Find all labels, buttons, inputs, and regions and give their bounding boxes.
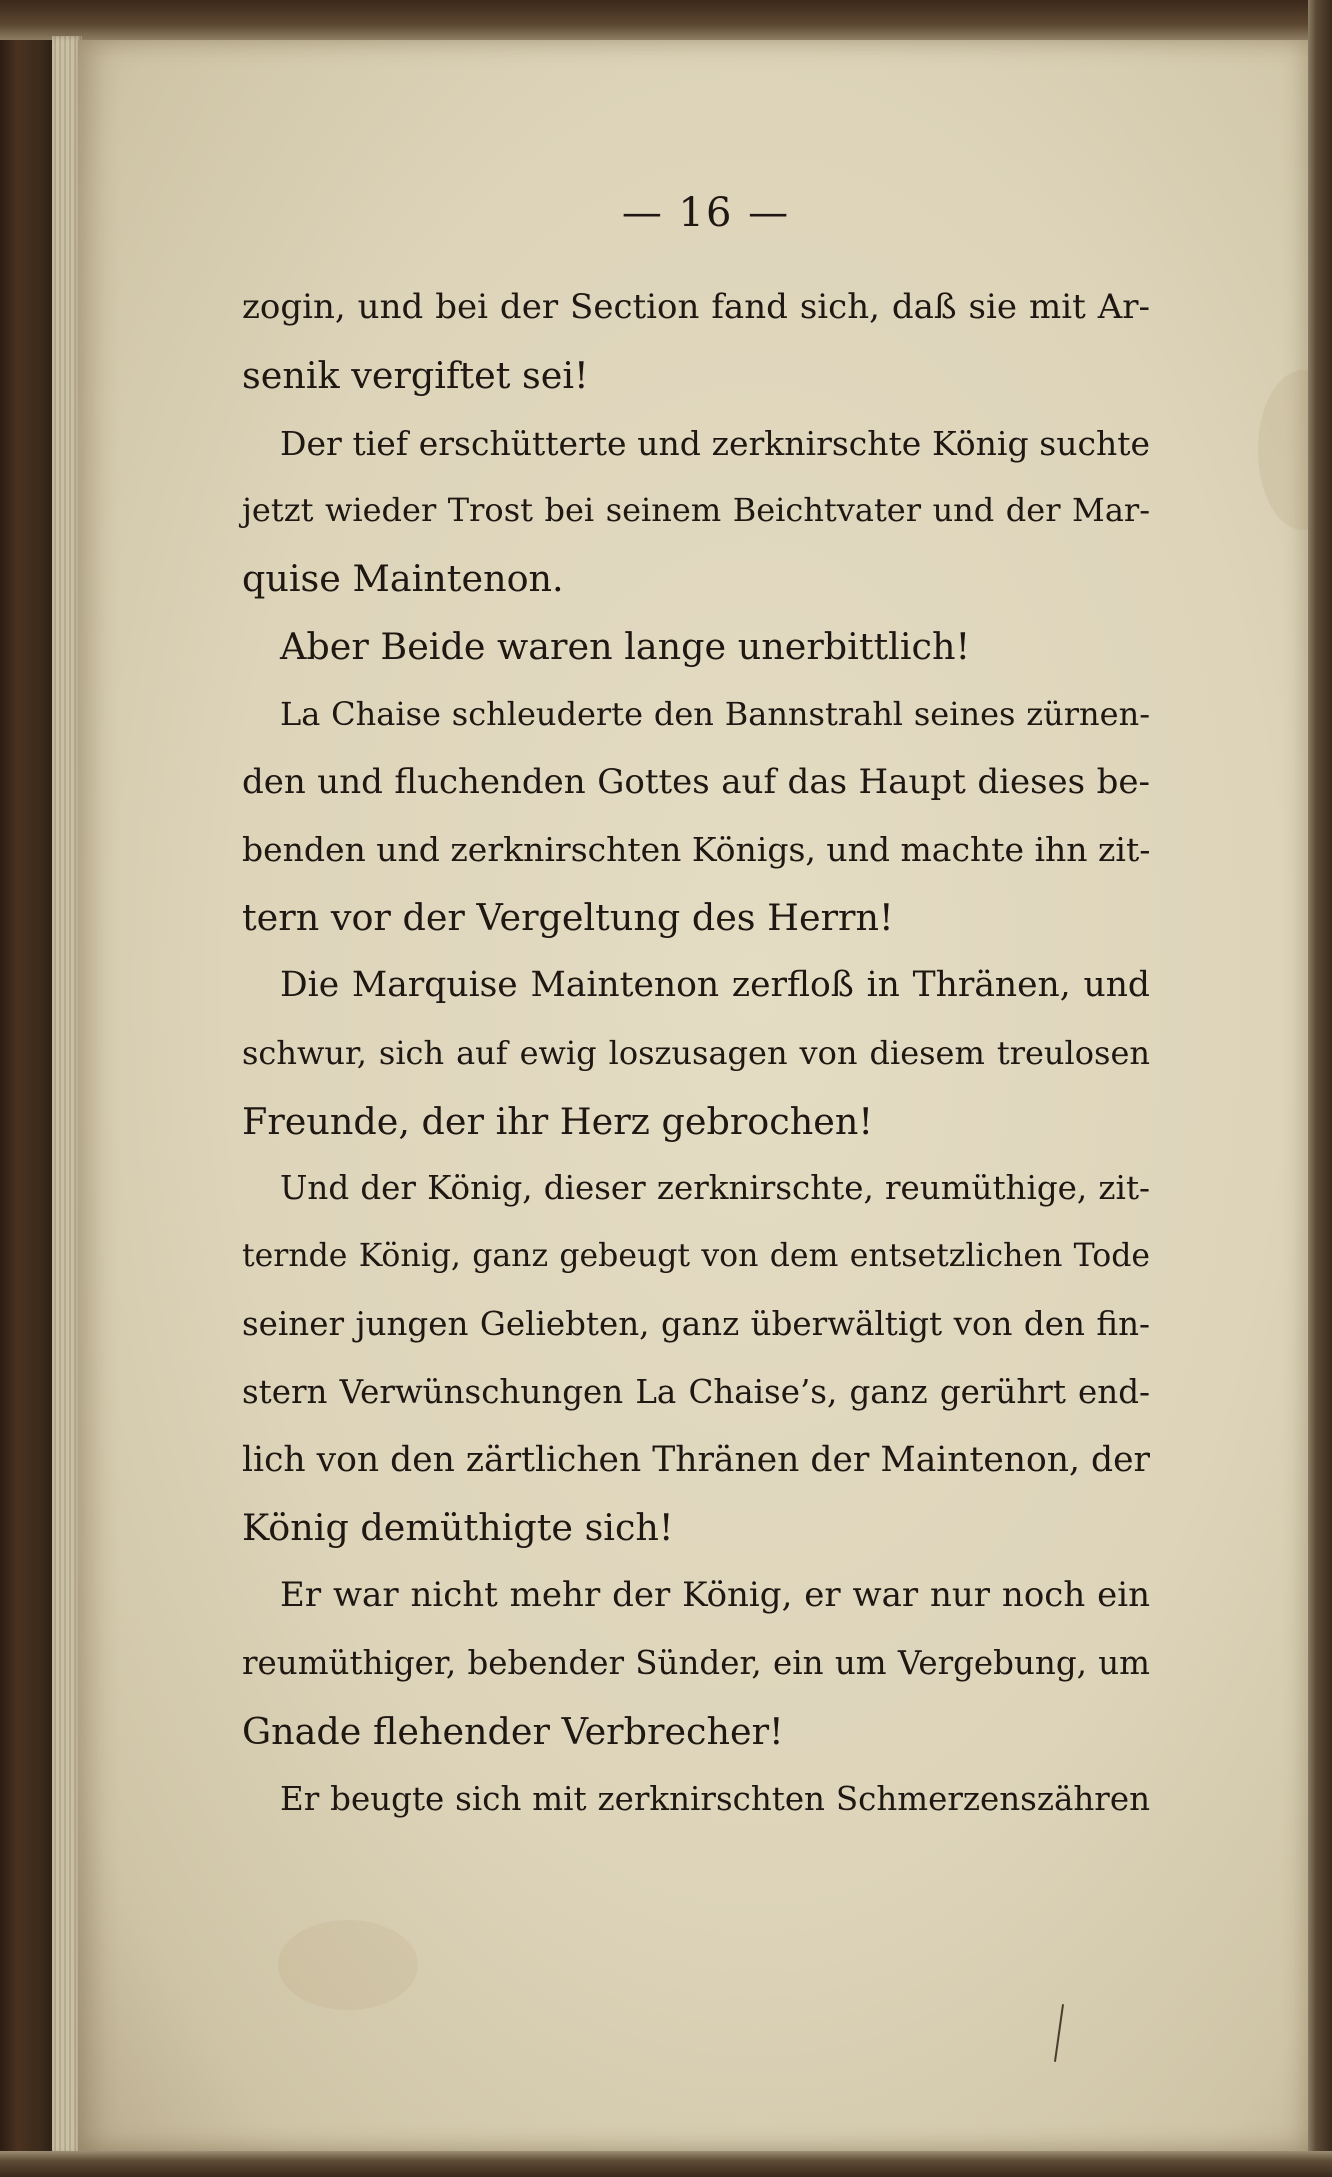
text-line: Die Marquise Maintenon zerfloß in Thränen, und (280, 964, 1150, 1005)
text-line: stern Verwünschungen La Chaise’s, ganz gerührt end- (242, 1372, 1150, 1411)
text-line: Gnade flehender Verbrecher! (242, 1709, 784, 1753)
text-line: reumüthiger, bebender Sünder, ein um Vergebung, um (242, 1643, 1150, 1682)
text-line: ternde König, ganz gebeugt von dem entsetzlichen Tode (242, 1238, 1150, 1275)
text-line: La Chaise schleuderte den Bannstrahl seines zürnen- (280, 694, 1150, 733)
text-line: tern vor der Vergeltung des Herrn! (242, 896, 894, 940)
text-line: den und fluchenden Gottes auf das Haupt dieses be- (242, 761, 1150, 802)
text-line: lich von den zärtlichen Thränen der Maintenon, der (242, 1439, 1150, 1480)
text-line: Er war nicht mehr der König, er war nur noch ein (280, 1575, 1150, 1616)
text-line: Der tief erschütterte und zerknirschte König suchte (280, 423, 1150, 463)
body-text (242, 274, 1150, 1833)
text-line: Und der König, dieser zerknirschte, reumüthige, zit- (280, 1169, 1150, 1208)
text-line: benden und zerknirschten Königs, und machte ihn zit- (242, 830, 1151, 870)
text-line: senik vergiftet sei! (242, 353, 589, 397)
text-line: Freunde, der ihr Herz gebrochen! (242, 1099, 873, 1143)
text-line: zogin, und bei der Section fand sich, daß sie mit Ar- (242, 287, 1150, 327)
paper-stain (278, 1920, 418, 2010)
text-line: jetzt wieder Trost bei seinem Beichtvater und der Mar- (242, 491, 1150, 530)
text-line: Aber Beide waren lange unerbittlich! (280, 624, 971, 668)
text-line: König demüthigte sich! (242, 1506, 674, 1550)
book-cover-top-edge (0, 0, 1332, 40)
text-line: seiner jungen Geliebten, ganz überwältigt von den fin- (242, 1304, 1150, 1343)
page-number: — 16 — (621, 190, 791, 236)
text-line: quise Maintenon. (242, 557, 564, 601)
book-cover-bottom-edge (0, 2151, 1332, 2177)
text-line: Er beugte sich mit zerknirschten Schmerzenszähren (280, 1779, 1150, 1818)
text-line: schwur, sich auf ewig loszusagen von diesem treulosen (242, 1033, 1150, 1072)
book-cover-right-edge (1308, 0, 1332, 2177)
